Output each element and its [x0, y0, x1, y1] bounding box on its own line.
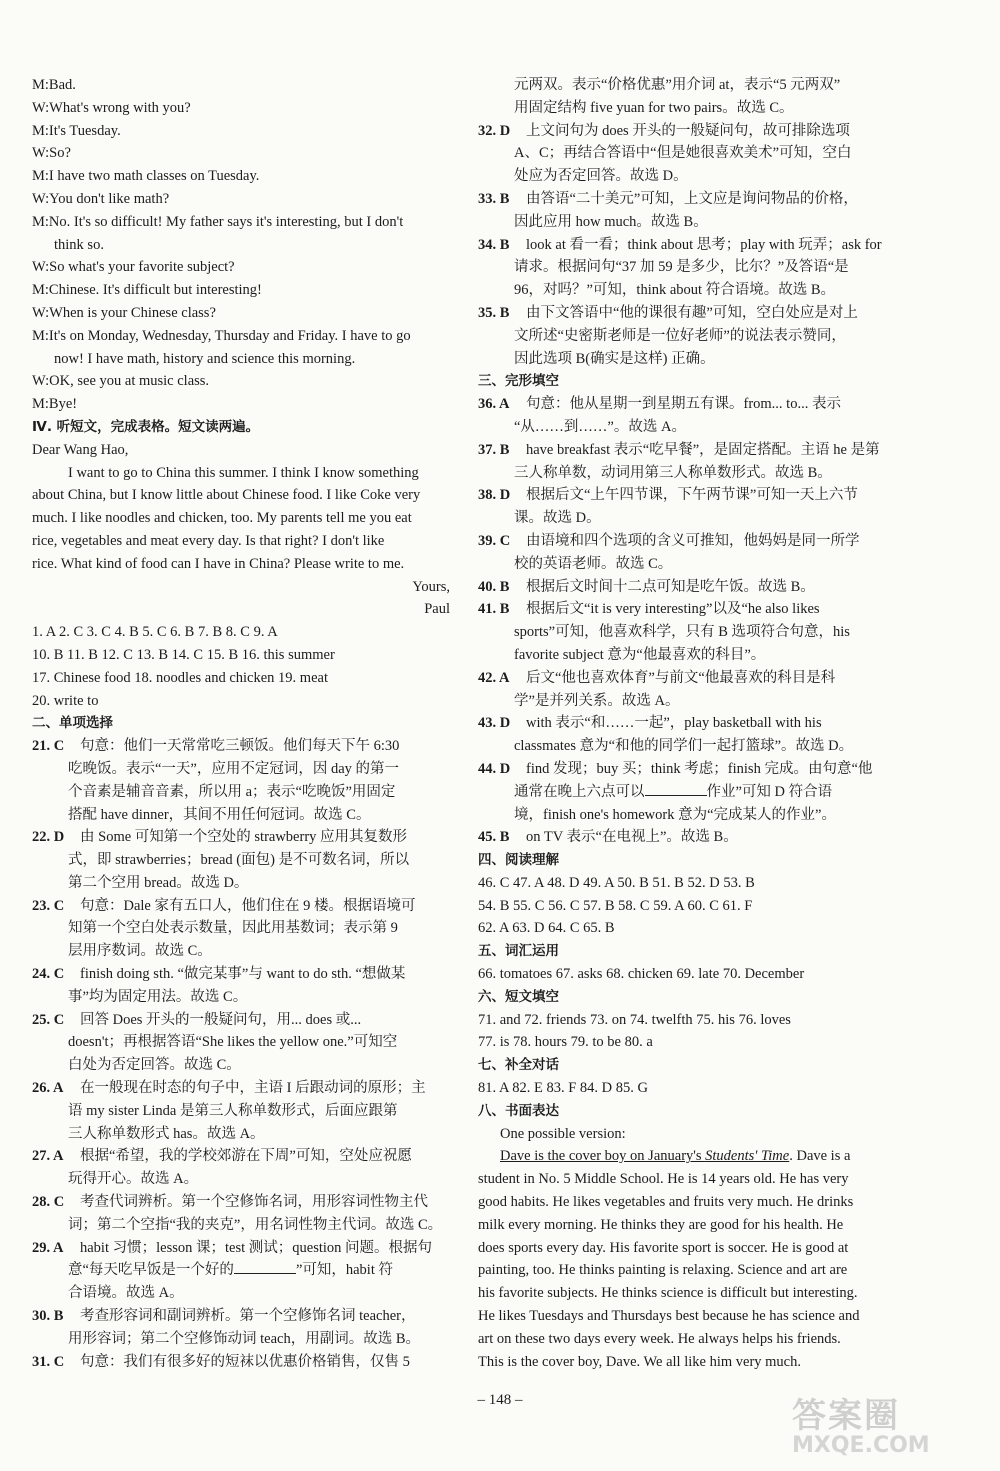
- question-number: 37. B: [478, 441, 510, 458]
- text-line: classmates 意为“和他的同学们一起打篮球”。故选 D。: [514, 738, 854, 755]
- explanation-text: with 表示“和……一起”，play basketball with his: [526, 715, 822, 732]
- question-number: 34. B: [478, 236, 510, 253]
- text-line: W:When is your Chinese class?: [32, 304, 216, 321]
- answer-explanation: [478, 826, 896, 849]
- essay-first-line: [478, 1145, 896, 1168]
- text-line: 文所述“史密斯老师是一位好老师”的说法表示赞同，: [514, 327, 846, 344]
- text-line: 10. B 11. B 12. C 13. B 14. C 15. B 16. this summer: [32, 646, 335, 663]
- text-line: 三人称单数形式 has。故选 A。: [68, 1125, 265, 1142]
- text-line: rice, vegetables and meat every day. Is that right? I don't like: [32, 532, 385, 549]
- text-line: 71. and 72. friends 73. on 74. twelfth 75. his 76. loves: [478, 1011, 791, 1028]
- text-line: “从……到……”。故选 A。: [514, 418, 686, 435]
- text-line: does sports every day. His favorite sport is soccer. He is good at: [478, 1239, 849, 1256]
- question-number: 42. A: [478, 669, 510, 686]
- text-line: 54. B 55. C 56. C 57. B 58. C 59. A 60. C 61. F: [478, 897, 753, 914]
- text-line: W:OK, see you at music class.: [32, 373, 210, 390]
- underlined-title: [500, 1148, 789, 1164]
- answer-explanation: [478, 758, 896, 781]
- section-heading: 二、单项选择: [32, 715, 113, 732]
- explanation-text: 根据后文“it is very interesting”以及“he also likes: [526, 601, 820, 618]
- watermark-url: MXQE.COM: [792, 1433, 930, 1458]
- question-number: 23. C: [32, 897, 65, 914]
- explanation-text: 上文问句为 does 开头的一般疑问句，故可排除选项: [526, 122, 850, 139]
- text-line: 1. A 2. C 3. C 4. B 5. C 6. B 7. B 8. C 9. A: [32, 624, 278, 641]
- right-column: [478, 74, 896, 1373]
- text-line: A、C；再结合答语中“但是她很喜欢美术”可知，空白: [514, 145, 852, 162]
- text-line: This is the cover boy, Dave. We all like him very much.: [478, 1353, 801, 1370]
- text-line: 学”是并列关系。故选 A。: [514, 692, 680, 709]
- question-number: 27. A: [32, 1148, 64, 1165]
- explanation-text: 考查代词辨析。第一个空修饰名词，用形容词性物主代: [80, 1194, 428, 1211]
- text-line: Yours,: [412, 578, 450, 595]
- explanation-text: 根据“希望，我的学校郊游在下周”可知，空处应祝愿: [80, 1148, 412, 1165]
- text-line: 62. A 63. D 64. C 65. B: [478, 920, 615, 937]
- explanation-text: on TV 表示“在电视上”。故选 B。: [526, 829, 738, 846]
- essay-text: Dave is the cover boy on January's: [500, 1148, 706, 1165]
- question-number: 26. A: [32, 1080, 64, 1097]
- text-line: 96，对吗？”可知，think about 符合语境。故选 B。: [514, 282, 836, 299]
- answer-explanation: [32, 1191, 450, 1214]
- text-line: 因此选项 B(确实是这样) 正确。: [514, 350, 715, 367]
- text-line: 用形容词；第二个空修饰动词 teach，用副词。故选 B。: [68, 1330, 421, 1347]
- text-line: much. I like noodles and chicken, too. My parents tell me you eat: [32, 510, 412, 527]
- explanation-text: 根据后文“上午四节课，下午两节课”可知一天上六节: [526, 487, 858, 504]
- answer-explanation: [32, 1077, 450, 1100]
- text-line: milk every morning. He thinks they are good for his health. He: [478, 1216, 844, 1233]
- section-heading: 八、书面表达: [478, 1102, 559, 1119]
- text-line: doesn't；再根据答语“She likes the yellow one.”可知空: [68, 1034, 398, 1051]
- explanation-text: 回答 Does 开头的一般疑问句，用... does 或...: [80, 1011, 362, 1028]
- text-line: 语 my sister Linda 是第三人称单数形式，后面应跟第: [68, 1102, 398, 1119]
- answer-explanation: [478, 667, 896, 690]
- text-line: favorite subject 意为“他最喜欢的科目”。: [514, 646, 766, 663]
- magazine-name: Students' Time: [705, 1148, 790, 1165]
- text-line: 层用序数词。故选 C。: [68, 943, 212, 960]
- text-line: 用固定结构 five yuan for two pairs。故选 C。: [514, 99, 794, 116]
- section-heading: 六、短文填空: [478, 988, 559, 1005]
- explanation-text: have breakfast 表示“吃早餐”，是固定搭配。主语 he 是第: [526, 441, 880, 458]
- text-line: 事”均为固定用法。故选 C。: [68, 988, 248, 1005]
- text-line: 搭配 have dinner，其间不用任何冠词。故选 C。: [68, 806, 371, 823]
- explanation-text: 由语境和四个选项的含义可推知，他妈妈是同一所学: [526, 532, 860, 549]
- text-before-blank: 通常在晚上六点可以: [514, 783, 645, 800]
- explanation-line-with-blank: [32, 1259, 450, 1282]
- answer-explanation: [478, 598, 896, 621]
- text-line: 三人称单数，动词用第三人称单数形式。故选 B。: [514, 464, 832, 481]
- question-number: 28. C: [32, 1194, 65, 1211]
- text-line: M:I have two math classes on Tuesday.: [32, 168, 260, 185]
- section-heading: Ⅳ. 听短文，完成表格。短文读两遍。: [32, 418, 260, 435]
- blank-underline: [234, 1259, 296, 1274]
- text-line: now! I have math, history and science this morning.: [54, 350, 356, 367]
- explanation-text: find 发现；buy 买；think 考虑；finish 完成。由句意“他: [526, 760, 873, 777]
- answer-explanation: [478, 234, 896, 257]
- explanation-text: 考查形容词和副词辨析。第一个空修饰名词 teacher，: [80, 1308, 416, 1325]
- answer-explanation: [478, 530, 896, 553]
- explanation-text: 句意：他从星期一到星期五有课。from... to... 表示: [526, 396, 841, 413]
- text-line: One possible version:: [500, 1125, 626, 1142]
- text-line: W:What's wrong with you?: [32, 99, 191, 116]
- answer-explanation: [32, 963, 450, 986]
- answer-explanation: [32, 1237, 450, 1260]
- explanation-text: 根据后文时间十二点可知是吃午饭。故选 B。: [526, 578, 815, 595]
- answer-explanation: [478, 302, 896, 325]
- question-number: 31. C: [32, 1353, 65, 1370]
- text-line: 因此应用 how much。故选 B。: [514, 213, 708, 230]
- text-line: good habits. He likes vegetables and fruits very much. He drinks: [478, 1194, 854, 1211]
- text-line: his favorite subjects. He thinks science is difficult but interesting.: [478, 1285, 858, 1302]
- text-line: 个音素是辅音音素，所以用 a；表示“吃晚饭”用固定: [68, 783, 396, 800]
- text-line: 77. is 78. hours 79. to be 80. a: [478, 1034, 653, 1051]
- answer-explanation: [32, 895, 450, 918]
- question-number: 29. A: [32, 1239, 64, 1256]
- text-line: 处应为否定回答。故选 D。: [514, 168, 688, 185]
- text-line: 17. Chinese food 18. noodles and chicken 19. meat: [32, 669, 328, 686]
- explanation-text: 句意：他们一天常常吃三顿饭。他们每天下午 6:30: [80, 738, 400, 755]
- blank-underline: [645, 781, 707, 796]
- text-line: M:Chinese. It's difficult but interesting!: [32, 282, 262, 299]
- question-number: 41. B: [478, 601, 510, 618]
- text-line: rice. What kind of food can I have in China? Please write to me.: [32, 555, 405, 572]
- left-column: [32, 74, 450, 1373]
- text-line: 第二个空用 bread。故选 D。: [68, 874, 249, 891]
- section-heading: 四、阅读理解: [478, 852, 559, 869]
- explanation-text: look at 看一看；think about 思考；play with 玩弄；ask for: [526, 236, 882, 253]
- text-line: 吃晚饭。表示“一天”，应用不定冠词，因 day 的第一: [68, 760, 400, 777]
- text-line: M:Bad.: [32, 77, 76, 93]
- text-line: 81. A 82. E 83. F 84. D 85. G: [478, 1080, 648, 1097]
- text-after-blank: 作业”可知 D 符合语: [706, 783, 833, 800]
- text-line: think so.: [54, 236, 104, 253]
- answer-explanation: [32, 1305, 450, 1328]
- text-line: painting, too. He thinks painting is relaxing. Science and art are: [478, 1262, 848, 1279]
- text-line: 20. write to: [32, 692, 99, 709]
- explanation-text: finish doing sth. “做完某事”与 want to do sth. “想做某: [80, 966, 406, 983]
- text-line: 请求。根据问句“37 加 59 是多少，比尔？”及答语“是: [514, 259, 849, 276]
- explanation-text: 在一般现在时态的句子中，主语 I 后跟动词的原形；主: [80, 1080, 426, 1097]
- question-number: 25. C: [32, 1011, 65, 1028]
- explanation-text: 句意：我们有很多好的短袜以优惠价格销售，仅售 5: [80, 1353, 410, 1370]
- answer-explanation: [478, 393, 896, 416]
- text-line: 元两双。表示“价格优惠”用介词 at，表示“5 元两双”: [514, 77, 841, 93]
- watermark-logo: 答案圈: [792, 1396, 900, 1436]
- answer-explanation: [32, 735, 450, 758]
- explanation-line-with-blank: [478, 781, 896, 804]
- text-before-blank: 意“每天吃早饭是一个好的: [68, 1262, 234, 1279]
- answer-explanation: [478, 484, 896, 507]
- question-number: 24. C: [32, 966, 65, 983]
- text-line: 玩得开心。故选 A。: [68, 1171, 199, 1188]
- answer-explanation: [478, 712, 896, 735]
- question-number: 30. B: [32, 1308, 64, 1325]
- text-line: W:So what's your favorite subject?: [32, 259, 235, 276]
- question-number: 39. C: [478, 532, 511, 549]
- explanation-text: 由 Some 可知第一个空处的 strawberry 应用其复数形: [80, 829, 408, 846]
- question-number: 36. A: [478, 396, 510, 413]
- text-line: 境，finish one's homework 意为“完成某人的作业”。: [514, 806, 836, 823]
- answer-explanation: [478, 439, 896, 462]
- question-number: 45. B: [478, 829, 510, 846]
- answer-explanation: [32, 1145, 450, 1168]
- question-number: 35. B: [478, 304, 510, 321]
- watermark: [792, 1388, 982, 1463]
- answer-explanation: [32, 826, 450, 849]
- text-line: 词；第二个空指“我的夹克”，用名词性物主代词。故选 C。: [68, 1216, 443, 1233]
- essay-text: . Dave is a: [789, 1148, 851, 1165]
- text-line: W:You don't like math?: [32, 190, 170, 207]
- question-number: 32. D: [478, 122, 511, 139]
- text-line: 白处为否定回答。故选 C。: [68, 1057, 241, 1074]
- answer-explanation: [478, 188, 896, 211]
- question-number: 43. D: [478, 715, 511, 732]
- text-line: about China, but I know little about Chinese food. I like Coke very: [32, 487, 421, 504]
- text-line: W:So?: [32, 145, 71, 162]
- text-line: M:Bye!: [32, 396, 78, 413]
- text-after-blank: ”可知，habit 符: [295, 1262, 393, 1279]
- text-line: He likes Tuesdays and Thursdays best because he has science and: [478, 1308, 860, 1325]
- text-line: 知第一个空白处表示数量，因此用基数词；表示第 9: [68, 920, 398, 937]
- explanation-text: habit 习惯；lesson 课；test 测试；question 问题。根据句: [80, 1239, 433, 1256]
- question-number: 22. D: [32, 829, 65, 846]
- question-number: 38. D: [478, 487, 511, 504]
- text-line: M:It's Tuesday.: [32, 122, 121, 139]
- question-number: 44. D: [478, 760, 511, 777]
- text-line: art on these two days every week. He always helps his friends.: [478, 1330, 841, 1347]
- text-line: 66. tomatoes 67. asks 68. chicken 69. late 70. December: [478, 966, 805, 983]
- answer-explanation: [32, 1009, 450, 1032]
- answer-explanation: [32, 1351, 450, 1374]
- explanation-text: 句意：Dale 家有五口人，他们住在 9 楼。根据语境可: [80, 897, 416, 914]
- text-line: Paul: [424, 601, 450, 618]
- text-line: 式，即 strawberries；bread (面包) 是不可数名词，所以: [68, 852, 410, 869]
- text-line: 46. C 47. A 48. D 49. A 50. B 51. B 52. D 53. B: [478, 874, 755, 891]
- explanation-text: 由答语“二十美元”可知，上文应是询问物品的价格，: [526, 190, 858, 207]
- text-line: M:It's on Monday, Wednesday, Thursday and Friday. I have to go: [32, 327, 411, 344]
- explanation-text: 后文“他也喜欢体育”与前文“他最喜欢的科目是科: [526, 669, 836, 686]
- explanation-text: 由下文答语中“他的课很有趣”可知，空白处应是对上: [526, 304, 858, 321]
- text-line: 合语境。故选 A。: [68, 1285, 184, 1302]
- answer-explanation: [478, 576, 896, 599]
- text-line: sports”可知，他喜欢科学，只有 B 选项符合句意，his: [514, 624, 850, 641]
- text-line: I want to go to China this summer. I think I know something: [68, 464, 419, 481]
- text-line: student in No. 5 Middle School. He is 14 years old. He has very: [478, 1171, 849, 1188]
- text-line: 课。故选 D。: [514, 510, 601, 527]
- column-divider: [463, 74, 464, 1374]
- text-line: M:No. It's so difficult! My father says it's interesting, but I don't: [32, 213, 404, 230]
- text-line: 校的英语老师。故选 C。: [514, 555, 673, 572]
- question-number: 40. B: [478, 578, 510, 595]
- answer-explanation: [478, 120, 896, 143]
- section-heading: 五、词汇运用: [478, 943, 559, 960]
- page-number: – 148 –: [477, 1392, 523, 1408]
- text-line: Dear Wang Hao,: [32, 441, 129, 458]
- question-number: 33. B: [478, 190, 510, 207]
- section-heading: 三、完形填空: [478, 373, 559, 390]
- question-number: 21. C: [32, 738, 65, 755]
- section-heading: 七、补全对话: [478, 1057, 559, 1074]
